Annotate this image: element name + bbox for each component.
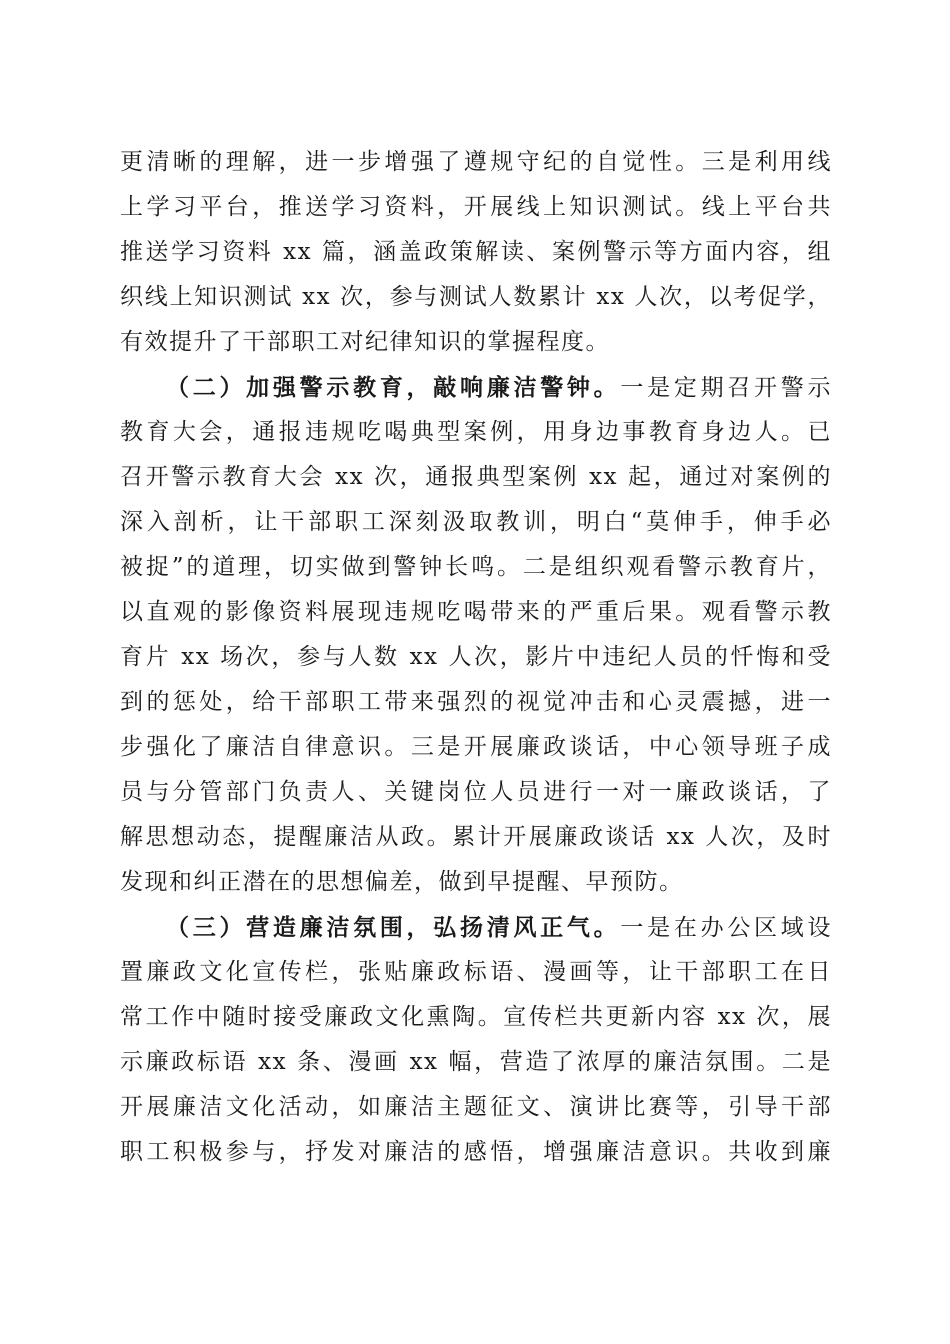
paragraph-line: 有效提升了干部职工对纪律知识的掌握程度。 bbox=[120, 329, 610, 355]
paragraph-line: 织线上知识测试 xx 次，参与测试人数累计 xx 人次，以考促学， bbox=[120, 284, 832, 310]
paragraph-line: 教育大会，通报违规吃喝典型案例，用身边事教育身边人。已 bbox=[120, 419, 832, 445]
paragraph-line: 深入剖析，让干部职工深刻汲取教训，明白“莫伸手，伸手必 bbox=[120, 509, 832, 535]
section-heading: （二）加强警示教育，敲响廉洁警钟。 bbox=[166, 374, 621, 401]
paragraph-line: 推送学习资料 xx 篇，涵盖政策解读、案例警示等方面内容，组 bbox=[120, 239, 832, 265]
paragraph-first-line bbox=[120, 905, 832, 950]
section-heading: （三）营造廉洁氛围，弘扬清风正气。 bbox=[166, 914, 621, 941]
paragraph-line: 以直观的影像资料展现违规吃喝带来的严重后果。观看警示教 bbox=[120, 599, 832, 625]
paragraph-line: 发现和纠正潜在的思想偏差，做到早提醒、早预防。 bbox=[120, 869, 684, 895]
paragraph-line: 常工作中随时接受廉政文化熏陶。宣传栏共更新内容 xx 次，展 bbox=[120, 1004, 832, 1030]
paragraph-text: 一是定期召开警示 bbox=[620, 375, 833, 401]
paragraph-line: 更清晰的理解，进一步增强了遵规守纪的自觉性。三是利用线 bbox=[120, 149, 832, 175]
paragraph-line: 到的惩处，给干部职工带来强烈的视觉冲击和心灵震撼，进一 bbox=[120, 689, 832, 715]
paragraph-text: 一是在办公区域设 bbox=[620, 915, 833, 941]
paragraph-line: 步强化了廉洁自律意识。三是开展廉政谈话，中心领导班子成 bbox=[120, 734, 832, 760]
paragraph-line: 上学习平台，推送学习资料，开展线上知识测试。线上平台共 bbox=[120, 194, 832, 220]
paragraph-line: 职工积极参与，抒发对廉洁的感悟，增强廉洁意识。共收到廉 bbox=[120, 1139, 832, 1165]
paragraph-line: 员与分管部门负责人、关键岗位人员进行一对一廉政谈话，了 bbox=[120, 779, 832, 805]
paragraph-line: 置廉政文化宣传栏，张贴廉政标语、漫画等，让干部职工在日 bbox=[120, 959, 832, 985]
document-body bbox=[120, 140, 832, 1175]
paragraph-line: 解思想动态，提醒廉洁从政。累计开展廉政谈话 xx 人次，及时 bbox=[120, 824, 832, 850]
paragraph-line: 召开警示教育大会 xx 次，通报典型案例 xx 起，通过对案例的 bbox=[120, 464, 832, 490]
paragraph-first-line bbox=[120, 365, 832, 410]
paragraph-line: 育片 xx 场次，参与人数 xx 人次，影片中违纪人员的忏悔和受 bbox=[120, 644, 832, 670]
paragraph-line: 示廉政标语 xx 条、漫画 xx 幅，营造了浓厚的廉洁氛围。二是 bbox=[120, 1049, 832, 1075]
paragraph-line: 被捉”的道理，切实做到警钟长鸣。二是组织观看警示教育片， bbox=[120, 554, 832, 580]
paragraph-line: 开展廉洁文化活动，如廉洁主题征文、演讲比赛等，引导干部 bbox=[120, 1094, 832, 1120]
